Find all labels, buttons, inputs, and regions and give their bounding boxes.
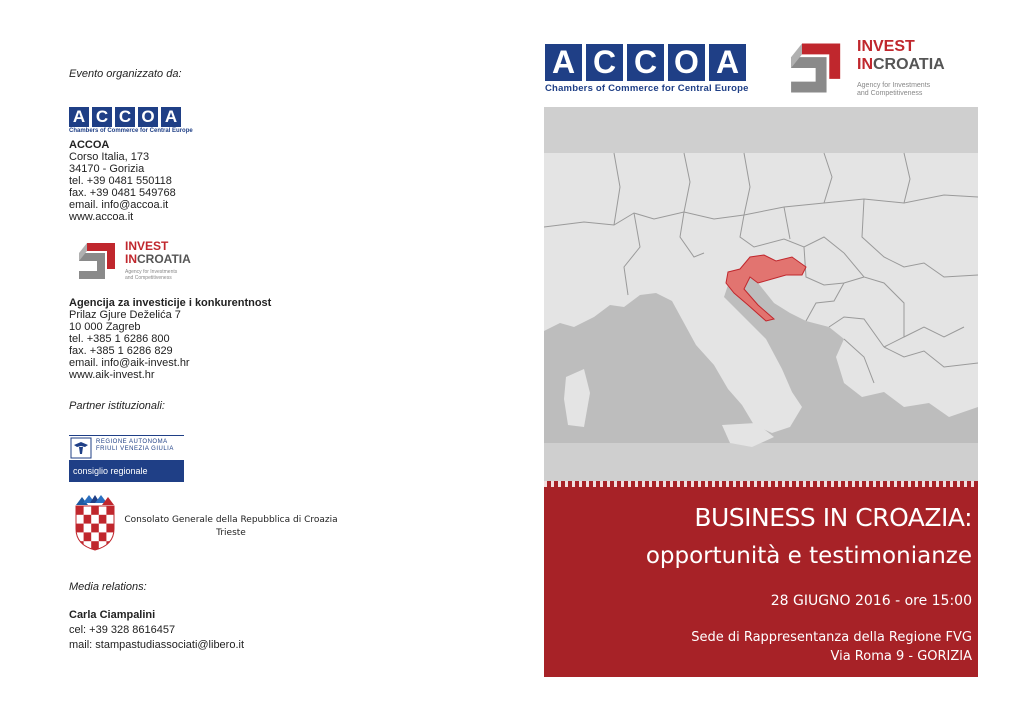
media-contact-block	[69, 608, 244, 653]
fvg-logo	[69, 435, 184, 482]
accoa-contact-block	[69, 139, 176, 223]
invest-cube-icon	[788, 38, 846, 98]
dotted-border	[544, 481, 978, 487]
accoa-logo-small	[69, 107, 193, 134]
organized-by-label: Evento organizzato da:	[69, 68, 182, 80]
event-subtitle: opportunità e testimonianze	[645, 543, 972, 569]
invest-croatia-logo-large	[788, 38, 968, 102]
aik-contact-block	[69, 297, 271, 381]
event-date: 28 GIUGNO 2016 - ore 15:00	[770, 593, 972, 609]
europe-map	[544, 107, 978, 481]
fvg-line1: REGIONE AUTONOMA	[96, 439, 168, 445]
map-graphic	[544, 107, 978, 481]
accoa-letter: C	[586, 44, 623, 81]
accoa-letter: A	[709, 44, 746, 81]
accoa-letter: A	[161, 107, 181, 127]
invest-line2b-large: CROATIA	[873, 56, 945, 73]
consulate-block	[124, 514, 338, 540]
accoa-logo-large	[545, 44, 749, 94]
media-contact-name: Carla Ciampalini	[69, 609, 156, 621]
partners-label: Partner istituzionali:	[69, 400, 165, 412]
accoa-logo-subtitle-large: Chambers of Commerce for Central Europe	[545, 83, 749, 94]
media-contact-email[interactable]: mail: stampastudiassociati@libero.it	[69, 639, 245, 651]
media-relations-label: Media relations:	[69, 581, 147, 593]
invest-line2a: IN	[125, 252, 137, 266]
croatian-coat-of-arms-icon	[73, 495, 117, 551]
aik-fax: fax. +385 1 6286 829	[69, 345, 173, 357]
accoa-website[interactable]: www.accoa.it	[69, 211, 134, 223]
aik-tel: tel. +385 1 6286 800	[69, 333, 170, 345]
event-info-panel	[544, 481, 978, 677]
accoa-letter: O	[668, 44, 705, 81]
aik-email[interactable]: email. info@aik-invest.hr	[69, 357, 190, 369]
accoa-email[interactable]: email. info@accoa.it	[69, 199, 169, 211]
invest-line2b: CROATIA	[137, 252, 191, 266]
fvg-consiglio: consiglio regionale	[69, 460, 184, 482]
fvg-line2: FRIULI VENEZIA GIULIA	[96, 446, 174, 452]
accoa-city: 34170 - Gorizia	[69, 163, 145, 175]
aik-city: 10 000 Zagreb	[69, 321, 141, 333]
media-contact-phone: cel: +39 328 8616457	[69, 624, 176, 636]
aik-address: Prilaz Gjure Deželića 7	[69, 309, 181, 321]
invest-line2a-large: IN	[857, 56, 873, 73]
accoa-letter: O	[138, 107, 158, 127]
accoa-letter: C	[92, 107, 112, 127]
accoa-letter: C	[627, 44, 664, 81]
aik-name: Agencija za investicije i konkurentnost	[69, 297, 272, 309]
event-venue-line2: Via Roma 9 - GORIZIA	[830, 649, 972, 664]
invest-sub2: and Competitiveness	[125, 275, 172, 281]
accoa-letter: A	[69, 107, 89, 127]
accoa-name: ACCOA	[69, 139, 110, 151]
invest-cube-icon	[77, 239, 119, 283]
invest-sub2-large: and Competitiveness	[857, 90, 923, 97]
consulate-name: Consolato Generale della Repubblica di Croazia	[124, 515, 338, 525]
event-title: BUSINESS IN CROAZIA:	[694, 503, 972, 532]
accoa-letter: A	[545, 44, 582, 81]
accoa-fax: fax. +39 0481 549768	[69, 187, 176, 199]
aik-website[interactable]: www.aik-invest.hr	[69, 369, 155, 381]
accoa-tel: tel. +39 0481 550118	[69, 175, 172, 187]
invest-line1-large: INVEST	[857, 38, 915, 55]
consulate-city: Trieste	[216, 528, 246, 538]
event-venue-line1: Sede di Rappresentanza della Regione FVG	[691, 630, 972, 645]
invest-sub1: Agency for Investments	[125, 269, 178, 275]
eagle-icon	[70, 437, 92, 459]
accoa-letter: C	[115, 107, 135, 127]
accoa-logo-subtitle: Chambers of Commerce for Central Europe	[69, 128, 193, 134]
invest-line1: INVEST	[125, 239, 169, 253]
invest-sub1-large: Agency for Investments	[857, 82, 931, 89]
invest-croatia-logo-small	[77, 239, 207, 284]
accoa-address: Corso Italia, 173	[69, 151, 150, 163]
